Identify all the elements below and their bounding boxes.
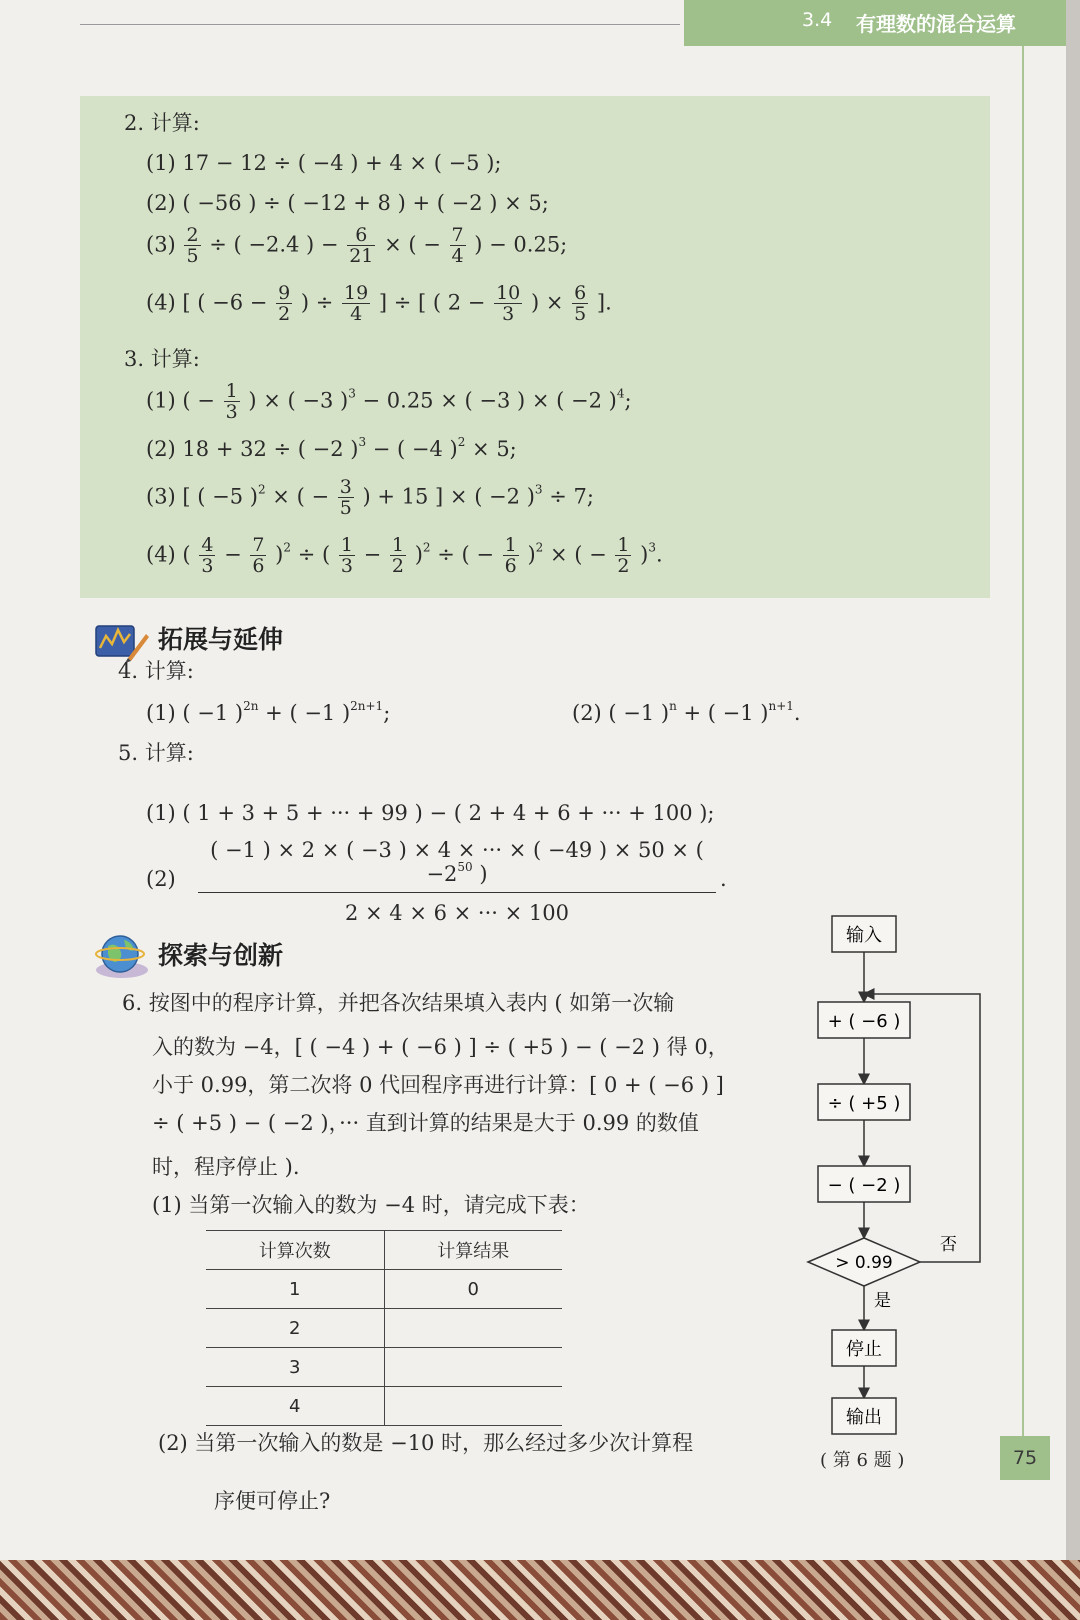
table-row — [206, 1309, 562, 1348]
section-extend-heading: 拓展与延伸 — [158, 625, 284, 654]
problem-4-item-2: (2) ( −1 )$^n$ + ( −1 )$^{n+1}$. — [572, 699, 801, 725]
svg-text:输入: 输入 — [846, 925, 882, 946]
problem-5-item-2-tail: . — [720, 867, 727, 891]
problem-6-line-2: 入的数为 −4，[ ( −4 ) + ( −6 ) ] ÷ ( +5 ) − ( −2 ) 得 0， — [152, 1035, 729, 1059]
table-row — [206, 1387, 562, 1426]
svg-text:> 0.99: > 0.99 — [835, 1253, 893, 1273]
problem-3-item-3: (3) [ ( −5 )$^2$ × ( − $\frac{3}{5}$ ) + 15 ] × ( −2 )$^3$ ÷ 7; — [146, 476, 594, 519]
fraction: $\frac{3}{5}$ — [339, 476, 352, 519]
flow-node-step-1 — [818, 1002, 910, 1038]
results-table — [206, 1230, 562, 1426]
fraction: $\frac{6}{21}$ — [349, 224, 374, 267]
count-cell: 4 — [206, 1387, 384, 1426]
fraction: $\frac{2}{5}$ — [186, 224, 199, 267]
fraction: $\frac{1}{6}$ — [504, 534, 517, 577]
flow-node-input — [832, 916, 896, 952]
result-cell — [384, 1348, 562, 1387]
flow-node-decision — [808, 1238, 920, 1286]
problem-6-line-5: 时，程序停止 ). — [152, 1155, 300, 1179]
table-header-row — [206, 1231, 562, 1270]
program-flowchart — [800, 910, 990, 1440]
flowchart-caption: ( 第 6 题 ) — [820, 1450, 905, 1471]
flow-node-stop — [832, 1330, 896, 1366]
fraction: $\frac{10}{3}$ — [496, 282, 521, 325]
problem-6-line-1: 6. 按图中的程序计算，并把各次结果填入表内 ( 如第一次输 — [122, 991, 675, 1015]
fraction: $\frac{1}{3}$ — [225, 380, 238, 423]
problem-2-item-2: (2) ( −56 ) ÷ ( −12 + 8 ) + ( −2 ) × 5; — [146, 191, 549, 215]
column-header-count: 计算次数 — [206, 1231, 384, 1270]
fraction-numerator: ( −1 ) × 2 × ( −3 ) × 4 × ··· × ( −49 ) × 50 × ( $-2^{50}$ ) — [210, 838, 704, 886]
flow-node-step-2 — [818, 1084, 910, 1120]
section-number: 3.4 — [802, 9, 833, 31]
result-cell — [384, 1387, 562, 1426]
fraction: $\frac{7}{6}$ — [252, 534, 265, 577]
result-cell — [384, 1309, 562, 1348]
problem-3-title: 3. 计算: — [124, 347, 200, 371]
background-floor — [0, 1560, 1080, 1620]
problem-4-item-1: (1) ( −1 )$^{2n}$ + ( −1 )$^{2n+1}$; — [146, 699, 391, 725]
svg-text:÷ ( +5 ): ÷ ( +5 ) — [827, 1093, 901, 1114]
section-explore-heading: 探索与创新 — [158, 941, 284, 970]
problem-5-item-1: (1) ( 1 + 3 + 5 + ··· + 99 ) − ( 2 + 4 + 6 + ··· + 100 ); — [146, 801, 715, 825]
fraction-denominator: 2 × 4 × 6 × ··· × 100 — [198, 892, 716, 925]
problem-2-item-1: (1) 17 − 12 ÷ ( −4 ) + 4 × ( −5 ); — [146, 151, 502, 175]
globe-icon — [94, 932, 150, 980]
page-number: 75 — [1000, 1436, 1050, 1480]
side-rule — [1022, 46, 1024, 1438]
fraction: $\frac{1}{2}$ — [617, 534, 630, 577]
problem-5-item-2-label: (2) — [146, 867, 176, 891]
flow-label-yes: 是 — [874, 1291, 891, 1311]
problem-6-line-4: ÷ ( +5 ) − ( −2 )，··· 直到计算的结果是大于 0.99 的数值 — [152, 1111, 699, 1135]
problem-6-sub-2-line-2: 序便可停止? — [214, 1489, 331, 1513]
problem-6-line-3: 小于 0.99，第二次将 0 代回程序再进行计算：[ 0 + ( −6 ) ] — [152, 1073, 724, 1097]
problem-4-title: 4. 计算: — [118, 659, 194, 683]
flow-label-no: 否 — [940, 1235, 957, 1255]
table-row — [206, 1270, 562, 1309]
table-row — [206, 1348, 562, 1387]
flow-node-output — [832, 1398, 896, 1434]
fraction: $\frac{7}{4}$ — [451, 224, 464, 267]
problem-3-item-1: (1) ( − $\frac{1}{3}$ ) × ( −3 )$^3$ − 0.25 × ( −3 ) × ( −2 )$^4$; — [146, 380, 632, 423]
problem-5-item-2-fraction — [198, 838, 716, 925]
count-cell: 3 — [206, 1348, 384, 1387]
chapter-header — [684, 0, 1066, 46]
problem-2-item-4: (4) [ ( −6 − $\frac{9}{2}$ ) ÷ $\frac{19}{4}$ ] ÷ [ ( 2 − $\frac{10}{3}$ ) × $\frac{6}{5}$ ]. — [146, 282, 612, 325]
problem-6-sub-2-line-1: (2) 当第一次输入的数是 −10 时，那么经过多少次计算程 — [158, 1431, 694, 1455]
result-cell: 0 — [467, 1278, 479, 1300]
problem-6-sub-1: (1) 当第一次输入的数为 −4 时，请完成下表： — [152, 1193, 590, 1217]
svg-text:输出: 输出 — [846, 1407, 882, 1428]
fraction: $\frac{6}{5}$ — [574, 282, 587, 325]
svg-text:− ( −2 ): − ( −2 ) — [827, 1175, 901, 1196]
fraction: $\frac{4}{3}$ — [201, 534, 214, 577]
count-cell: 2 — [206, 1309, 384, 1348]
problem-2-item-3: (3) $\frac{2}{5}$ ÷ ( −2.4 ) − $\frac{6}{21}$ × ( − $\frac{7}{4}$ ) − 0.25; — [146, 224, 568, 267]
fraction: $\frac{9}{2}$ — [278, 282, 291, 325]
problem-2-title: 2. 计算: — [124, 111, 200, 135]
header-rule — [80, 24, 680, 25]
column-header-result: 计算结果 — [437, 1241, 510, 1262]
svg-text:停止: 停止 — [846, 1339, 882, 1360]
count-cell: 1 — [206, 1270, 384, 1309]
problem-5-title: 5. 计算: — [118, 741, 194, 765]
flow-node-step-3 — [818, 1166, 910, 1202]
fraction: $\frac{1}{3}$ — [340, 534, 353, 577]
svg-text:+ ( −6 ): + ( −6 ) — [827, 1011, 901, 1032]
problem-3-item-4: (4) ( $\frac{4}{3}$ − $\frac{7}{6}$ )$^2$ ÷ ( $\frac{1}{3}$ − $\frac{1}{2}$ )$^2$ ÷ ( − $\frac{1}{6}$ )$^2$ × ( − $\frac{1}{2}$ )$^3$. — [146, 534, 663, 577]
section-title: 有理数的混合运算 — [856, 12, 1016, 36]
problem-3-item-2: (2) 18 + 32 ÷ ( −2 )$^3$ − ( −4 )$^2$ × 5; — [146, 435, 517, 461]
fraction: $\frac{1}{2}$ — [391, 534, 405, 577]
fraction: $\frac{19}{4}$ — [344, 282, 369, 325]
